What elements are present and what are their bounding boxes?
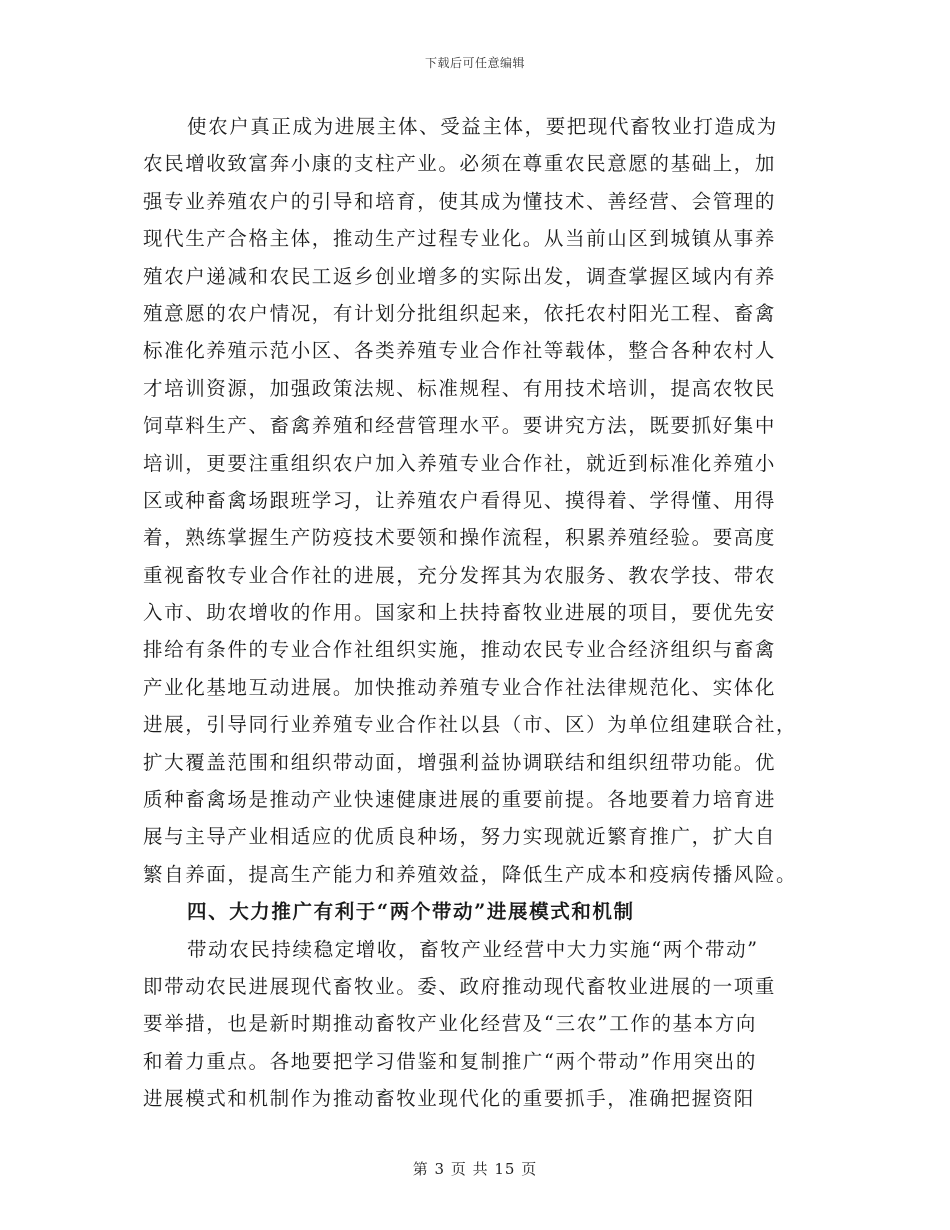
text-line: 强专业养殖农户的引导和培育，使其成为懂技术、善经营、会管理的 xyxy=(143,189,777,213)
text-line: 即带动农民进展现代畜牧业。委、政府推动现代畜牧业进展的一项重 xyxy=(143,974,777,998)
text-line: 入市、助农增收的作用。国家和上扶持畜牧业进展的项目，要优先安 xyxy=(143,601,777,625)
text-line: 重视畜牧专业合作社的进展，充分发挥其为农服务、教农学技、带农 xyxy=(143,563,777,587)
text-line: 培训，更要注重组织农户加入养殖专业合作社，就近到标准化养殖小 xyxy=(143,451,777,475)
text-line: 带动农民持续稳定增收，畜牧产业经营中大力实施“两个带动” xyxy=(187,937,759,961)
text-line: 和着力重点。各地要把学习借鉴和复制推广“两个带动”作用突出的 xyxy=(143,1049,757,1073)
text-line: 展与主导产业相适应的优质良种场，努力实现就近繁育推广，扩大自 xyxy=(143,825,777,849)
text-line: 质种畜禽场是推动产业快速健康进展的重要前提。各地要着力培育进 xyxy=(143,788,777,812)
body-paragraph-2 xyxy=(143,931,808,1118)
text-line: 现代生产合格主体，推动生产过程专业化。从当前山区到城镇从事养 xyxy=(143,227,777,251)
text-line: 区或种畜禽场跟班学习，让养殖农户看得见、摸得着、学得懂、用得 xyxy=(143,488,777,512)
text-line: 殖农户递减和农民工返乡创业增多的实际出发，调查掌握区域内有养 xyxy=(143,264,777,288)
text-line: 要举措，也是新时期推动畜牧产业化经营及“三农”工作的基本方向 xyxy=(143,1012,757,1036)
page-number-footer: 第 3 页 共 15 页 xyxy=(412,1160,538,1178)
text-line: 标准化养殖示范小区、各类养殖专业合作社等载体，整合各种农村人 xyxy=(143,339,777,363)
text-line: 进展，引导同行业养殖专业合作社以县（市、区）为单位组建联合社， xyxy=(143,713,798,737)
text-line: 饲草料生产、畜禽养殖和经营管理水平。要讲究方法，既要抓好集中 xyxy=(143,414,777,438)
document-body xyxy=(143,108,808,1118)
body-paragraph-1 xyxy=(143,108,808,893)
text-line: 进展模式和机制作为推动畜牧业现代化的重要抓手，准确把握资阳 xyxy=(143,1087,755,1111)
text-line: 着，熟练掌握生产防疫技术要领和操作流程，积累养殖经验。要高度 xyxy=(143,526,777,550)
text-line: 农民增收致富奔小康的支柱产业。必须在尊重农民意愿的基础上，加 xyxy=(143,152,777,176)
text-line: 产业化基地互动进展。加快推动养殖专业合作社法律规范化、实体化 xyxy=(143,675,777,699)
text-line: 扩大覆盖范围和组织带动面，增强利益协调联结和组织纽带功能。优 xyxy=(143,750,777,774)
text-line: 殖意愿的农户情况，有计划分批组织起来，依托农村阳光工程、畜禽 xyxy=(143,301,777,325)
text-line: 繁自养面，提高生产能力和养殖效益，降低生产成本和疫病传播风险。 xyxy=(143,862,798,886)
text-line: 使农户真正成为进展主体、受益主体，要把现代畜牧业打造成为 xyxy=(187,115,778,138)
text-line: 才培训资源，加强政策法规、标准规程、有用技术培训，提高农牧民 xyxy=(143,376,777,400)
page-header: 下载后可任意编辑 xyxy=(424,56,525,70)
section-heading: 四、大力推广有利于“两个带动”进展模式和机制 xyxy=(187,900,635,924)
text-line: 排给有条件的专业合作社组织实施，推动农民专业合经济组织与畜禽 xyxy=(143,638,777,662)
